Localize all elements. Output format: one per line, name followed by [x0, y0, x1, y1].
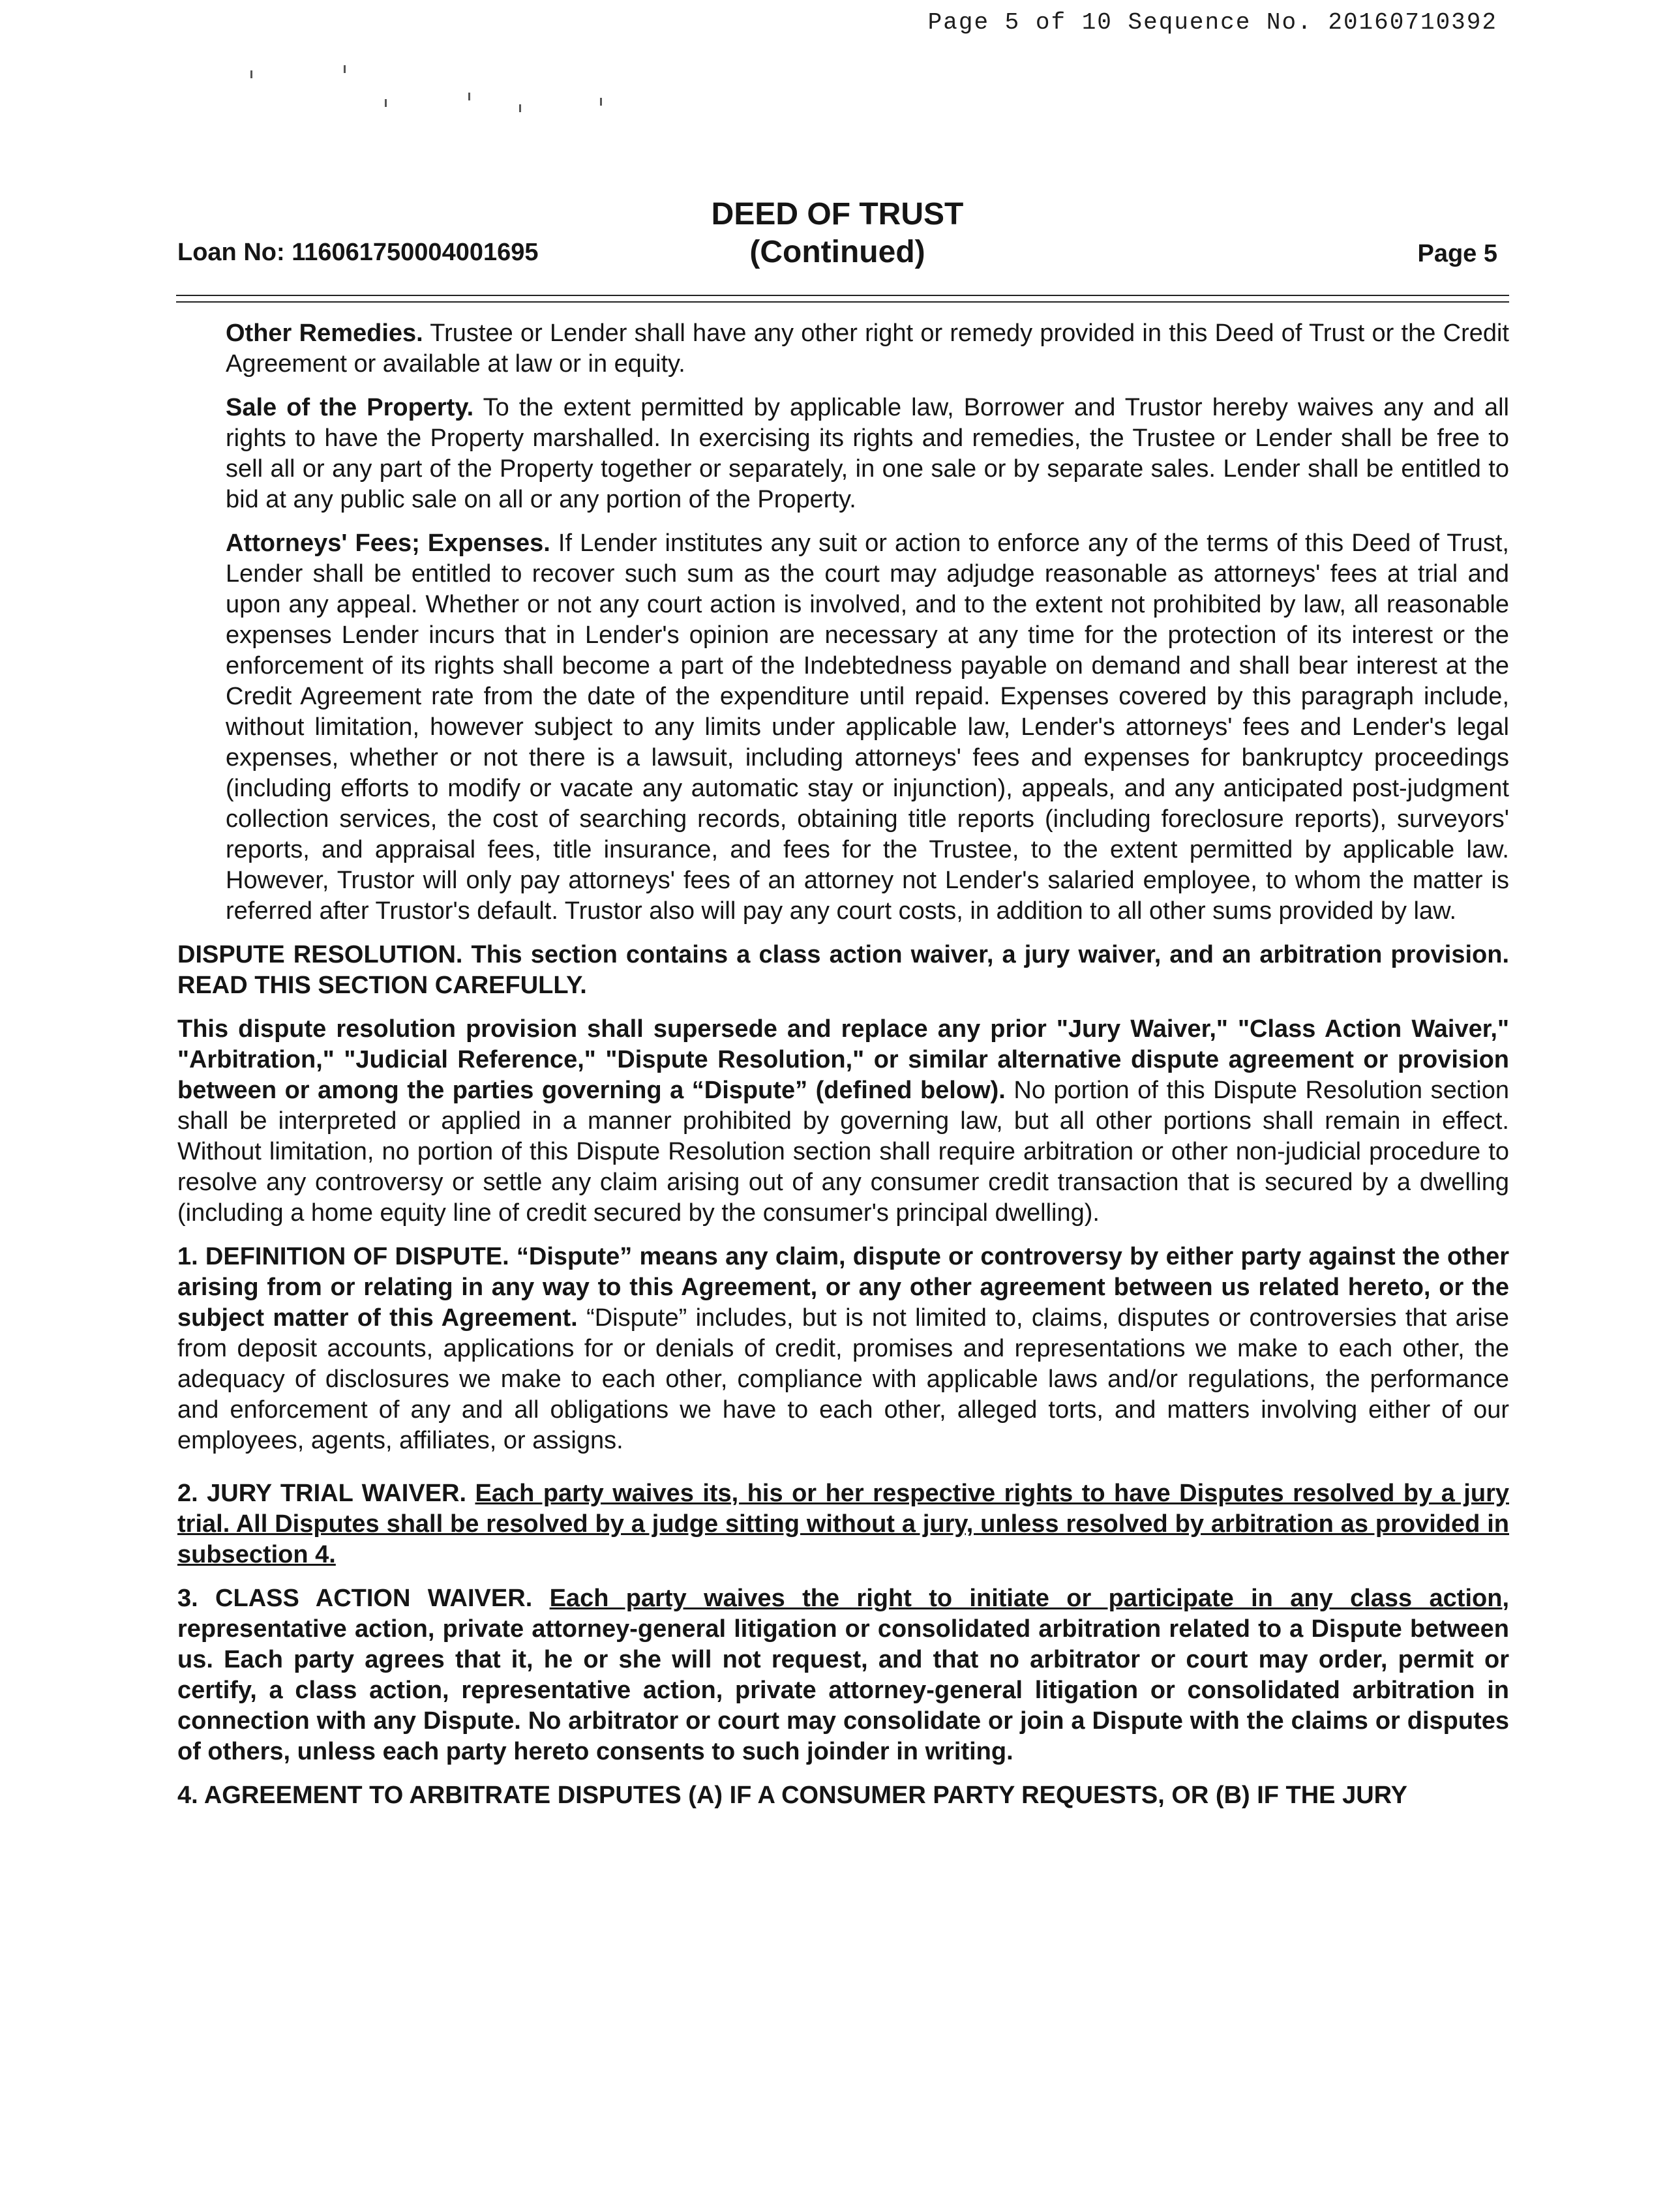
paragraph-heading: Other Remedies. — [226, 320, 423, 347]
title-line-2: (Continued) — [749, 235, 925, 269]
paragraph-text: If Lender institutes any suit or action to enforce any of the terms of this Deed of Trust, Lender shall be entitled to recover such sum as the court may adjudge reasonable as attorneys' fees at trial and upon any appeal. Whether or not any court action is involved, and to the extent not prohibited by law, all reasonable expenses Lender incurs that in Lender's opinion are necessary at any time for the protection of its interest or the enforcement of its rights shall become a part of the Indebtedness payable on demand and shall bear interest at the Credit Agreement rate from the date of the expenditure until repaid. Expenses covered by this paragraph include, without limitation, however subject to any limits under applicable law, Lender's attorneys' fees and Lender's legal expenses, whether or not there is a lawsuit, including attorneys' fees and expenses for bankruptcy proceedings (including efforts to modify or vacate any automatic stay or injunction), appeals, and any anticipated post-judgment collection services, the cost of searching records, obtaining title reports (including foreclosure reports), surveyors' reports, and appraisal fees, title insurance, and fees for the Trustee, to the extent permitted by applicable law. However, Trustor will only pay attorneys' fees of an attorney not Lender's salaried employee, to whom the matter is referred after Trustor's default. Trustor also will pay any court costs, in addition to all other sums provided by law. — [226, 530, 1509, 925]
paragraph-agreement-to-arbitrate: 4. AGREEMENT TO ARBITRATE DISPUTES (A) IF A CONSUMER PARTY REQUESTS, OR (B) IF THE JURY — [177, 1782, 1408, 1809]
scan-speck — [385, 99, 387, 107]
scan-speck — [600, 98, 602, 106]
loan-number: Loan No: 116061750004001695 — [177, 239, 539, 266]
paragraph-bold-text: , representative action, private attorney-general litigation or consolidated arbitration related to a Dispute between us. Each party agrees that it, he or she will not request, and that no arbitrator or court may order, permit or certify, a class action, representative action, private attorney-general litigation or consolidated arbitration in connection with any Dispute. No arbitrator or court may consolidate or join a Dispute with the claims or disputes of others, unless each party hereto consents to such joinder in writing. — [177, 1585, 1509, 1765]
paragraph-sale-of-property — [177, 393, 1509, 515]
paragraph-text: To the extent permitted by applicable law, Borrower and Trustor hereby waives any and all rights to have the Property marshalled. In exercising its rights and remedies, the Trustee or Lender shall be free to sell all or any part of the Property together or separately, in one sale or by separate sales. Lender shall be entitled to bid at any public sale on all or any portion of the Property. — [226, 394, 1509, 513]
fax-header: Page 5 of 10 Sequence No. 20160710392 — [927, 9, 1497, 36]
document-header — [177, 196, 1497, 274]
scan-speck — [468, 93, 470, 100]
header-rule — [176, 301, 1509, 303]
paragraph-other-remedies — [177, 318, 1509, 380]
paragraph-text: No portion of this Dispute Resolution section shall be interpreted or applied in a manner prohibited by governing law, but all other portions shall remain in effect. Without limitation, no portion of this Dispute Resolution section shall require arbitration or other non-judicial procedure to resolve any controversy or settle any claim arising out of any consumer credit transaction that is secured by a dwelling (including a home equity line of credit secured by the consumer's principal dwelling). — [177, 1077, 1509, 1227]
paragraph-class-action-waiver — [177, 1583, 1509, 1767]
paragraph-text: “Dispute” includes, but is not limited to, claims, disputes or controversies that arise from deposit accounts, applications for or denials of credit, promises and representations we make to each other, the adequacy of disclosures we make to each other, compliance with applicable laws and/or regulations, the performance and enforcement of any and all obligations we have to each other, alleged torts, and matters involving either of our employees, agents, affiliates, or assigns. — [177, 1304, 1509, 1454]
title-line-1: DEED OF TRUST — [711, 197, 964, 232]
paragraph-heading: 2. JURY TRIAL WAIVER. — [177, 1480, 467, 1507]
page-number: Page 5 — [1417, 240, 1497, 267]
paragraph-definition-of-dispute — [177, 1242, 1509, 1456]
dispute-resolution-heading: DISPUTE RESOLUTION. This section contains a class action waiver, a jury waiver, and an arbitration provision. READ THIS SECTION CAREFULLY. — [177, 941, 1509, 999]
paragraph-bold-text: This dispute resolution provision shall supersede and replace any prior "Jury Waiver," "Class Action Waiver," "Arbitration," "Judicial Reference," "Dispute Resolution," or similar alternative dispute agreement or provision between or among the parties governing a “Dispute” (defined below). — [177, 1015, 1509, 1104]
paragraph-heading: Sale of the Property. — [226, 394, 474, 421]
paragraph-attorneys-fees — [177, 528, 1509, 927]
scan-speck — [519, 104, 521, 112]
paragraph-jury-trial-waiver — [177, 1478, 1509, 1570]
paragraph-text: Trustee or Lender shall have any other right or remedy provided in this Deed of Trust or the Credit Agreement or available at law or in equity. — [226, 320, 1509, 378]
header-rule — [176, 295, 1509, 296]
paragraph-heading: Attorneys' Fees; Expenses. — [226, 530, 550, 557]
document-body — [177, 318, 1509, 1824]
paragraph-heading: 3. CLASS ACTION WAIVER. — [177, 1585, 533, 1612]
paragraph-bold-text: 1. DEFINITION OF DISPUTE. “Dispute” means any claim, dispute or controversy by either party against the other arising from or relating in any way to this Agreement, or any other agreement between us related hereto, or the subject matter of this Agreement. — [177, 1243, 1509, 1332]
scan-speck — [250, 70, 252, 78]
scan-speck — [344, 65, 346, 73]
paragraph-underlined-text: Each party waives the right to initiate or participate in any class action — [549, 1585, 1503, 1612]
paragraph-underlined-text: Each party waives its, his or her respective rights to have Disputes resolved by a jury trial. All Disputes shall be resolved by a judge sitting without a jury, unless resolved by arbitration as provided in subsection 4. — [177, 1480, 1509, 1568]
paragraph-supersede — [177, 1014, 1509, 1229]
